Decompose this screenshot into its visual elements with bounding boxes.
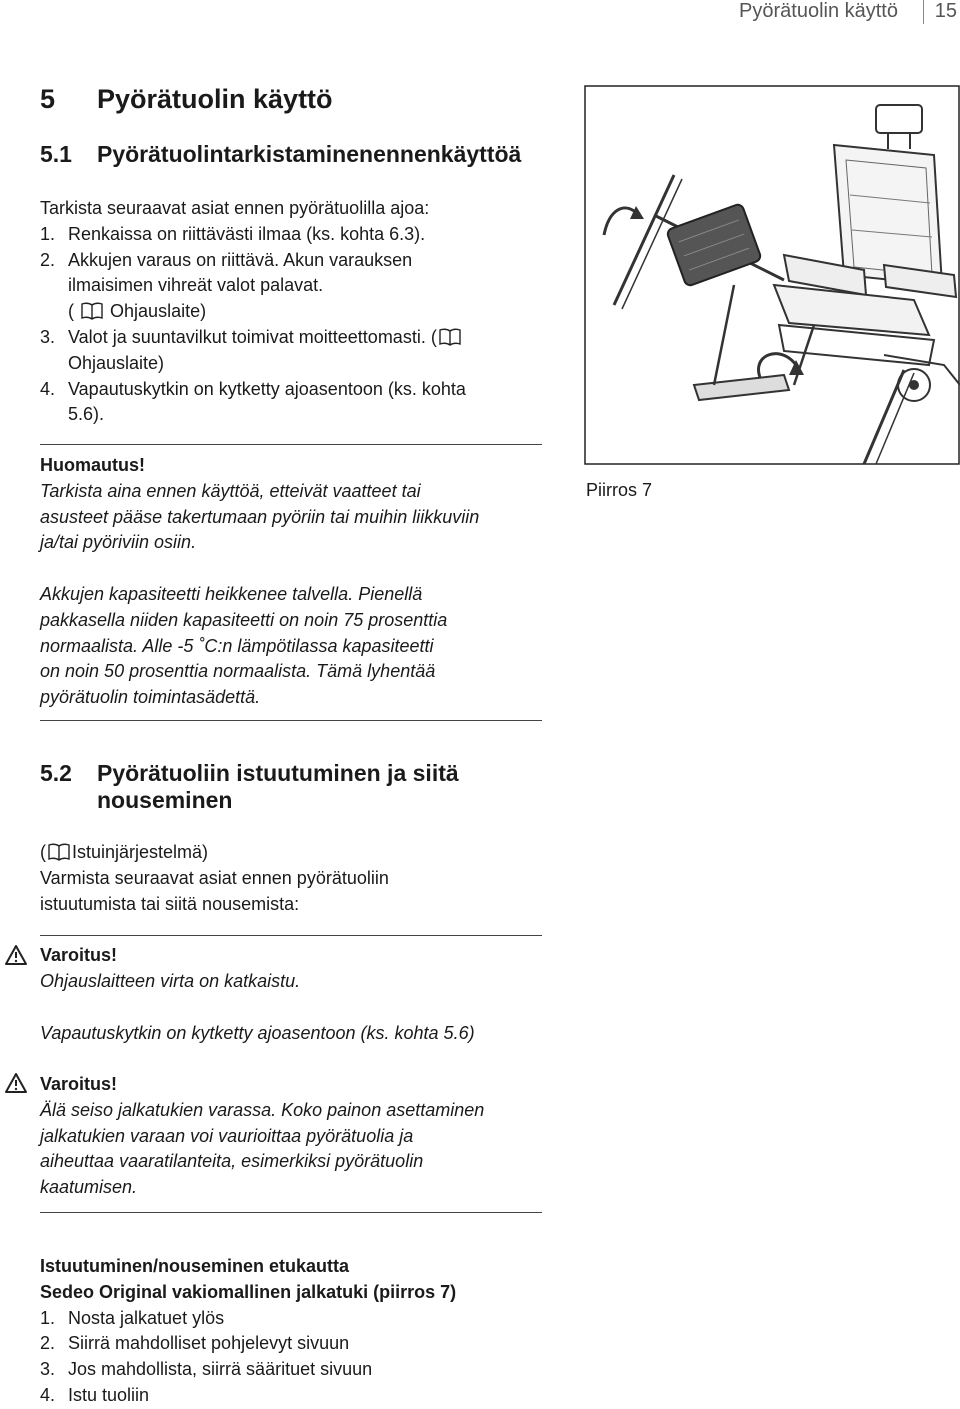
reference-line: ( Istuinjärjestelmä) [40,842,209,862]
list-item-continuation: 5.6). [68,404,105,425]
procedure [40,1254,600,1409]
note-line: Tarkista aina ennen käyttöä, etteivät vaatteet tai [40,480,421,501]
procedure-heading: Istuutuminen/nouseminen etukautta [40,1256,350,1276]
divider [40,444,542,445]
chapter-title: Pyörätuolin käyttö [97,84,333,114]
manual-book-icon [48,843,70,861]
divider [40,720,542,721]
warning-title: Varoitus! [40,1074,118,1094]
note-box [40,453,560,556]
list-item: 3. Jos mahdollista, siirrä säärituet sivuun [40,1359,373,1380]
divider [40,935,542,936]
note-line: asusteet pääse takertumaan pyöriin tai muihin liikkuviin [40,506,480,527]
warning-box [40,943,560,995]
checklist-intro: Tarkista seuraavat asiat ennen pyörätuolilla ajoa: [40,198,430,218]
warning-line: Vapautuskytkin on kytketty ajoasentoon (ks. kohta 5.6) [40,1023,475,1043]
section-title-line: nouseminen [97,787,233,813]
warning-box [40,1072,560,1201]
chapter-heading [40,84,560,118]
note-title: Huomautus! [40,455,145,475]
chapter-number: 5 [40,84,56,114]
page-number: 15 [934,0,957,22]
section-title-line: Pyörätuoliin istuutuminen ja siitä [97,760,459,786]
manual-book-icon [81,302,103,320]
header-title: Pyörätuolin käyttö [739,0,898,22]
warning-triangle-icon [4,1072,28,1094]
section-5-1-heading [40,141,560,171]
list-item-continuation: ilmaisimen vihreät valot palavat. [68,275,324,296]
warning-line: Älä seiso jalkatukien varassa. Koko painon asettaminen [40,1099,485,1120]
list-item: 1. Nosta jalkatuet ylös [40,1307,225,1328]
note-line: ja/tai pyöriviin osiin. [40,532,197,553]
warning-triangle-icon [4,944,28,966]
warning-title: Varoitus! [40,945,118,965]
wheelchair-illustration [584,85,960,465]
list-item: 4. Istu tuoliin [40,1384,150,1405]
warning-line: jalkatukien varaan voi vaurioittaa pyörätuolia ja [40,1125,414,1146]
divider [40,1212,542,1213]
list-item: 1. Renkaissa on riittävästi ilmaa (ks. kohta 6.3). [40,223,426,244]
list-item: 2. Akkujen varaus on riittävä. Akun varauksen [40,249,413,270]
section-number: 5.2 [40,760,72,786]
warning-line: kaatumisen. [40,1177,138,1198]
list-item: 2. Siirrä mahdolliset pohjelevyt sivuun [40,1333,350,1354]
list-item: 4. Vapautuskytkin on kytketty ajoasentoon (ks. kohta [40,378,466,399]
manual-book-icon [439,328,461,346]
list-item-continuation: ( Ohjauslaite) [68,301,207,322]
header-separator [923,0,924,24]
section-title: Pyörätuolintarkistaminenennenkäyttöä [97,141,522,167]
checklist [40,196,560,428]
warning-line: aiheuttaa vaaratilanteita, esimerkiksi pyörätuolin [40,1151,424,1172]
list-item-continuation: Ohjauslaite) [68,352,165,373]
warning-line: Ohjauslaitteen virta on katkaistu. [40,970,301,991]
section-number: 5.1 [40,141,72,167]
list-item: 3. Valot ja suuntavilkut toimivat moitteettomasti. ( [40,325,560,351]
procedure-subheading: Sedeo Original vakiomallinen jalkatuki (piirros 7) [40,1281,457,1302]
section-5-2-intro: ( Istuinjärjestelmä) Varmista seuraavat asiat ennen pyörätuoliin istuutumista tai siitä nousemista: [40,840,560,917]
battery-note: Akkujen kapasiteetti heikkenee talvella. Pienellä pakkasella niiden kapasiteetti on noin 75 prosenttia normaalista. Alle -5 ˚C:n lämpötilassa kapasiteetti on noin 50 prosenttia normaalista. Tämä lyhentää pyörätuolin toimintasädettä. [40,584,448,708]
section-5-2-heading [40,760,560,820]
running-header [540,0,960,26]
figure-caption: Piirros 7 [586,480,653,500]
